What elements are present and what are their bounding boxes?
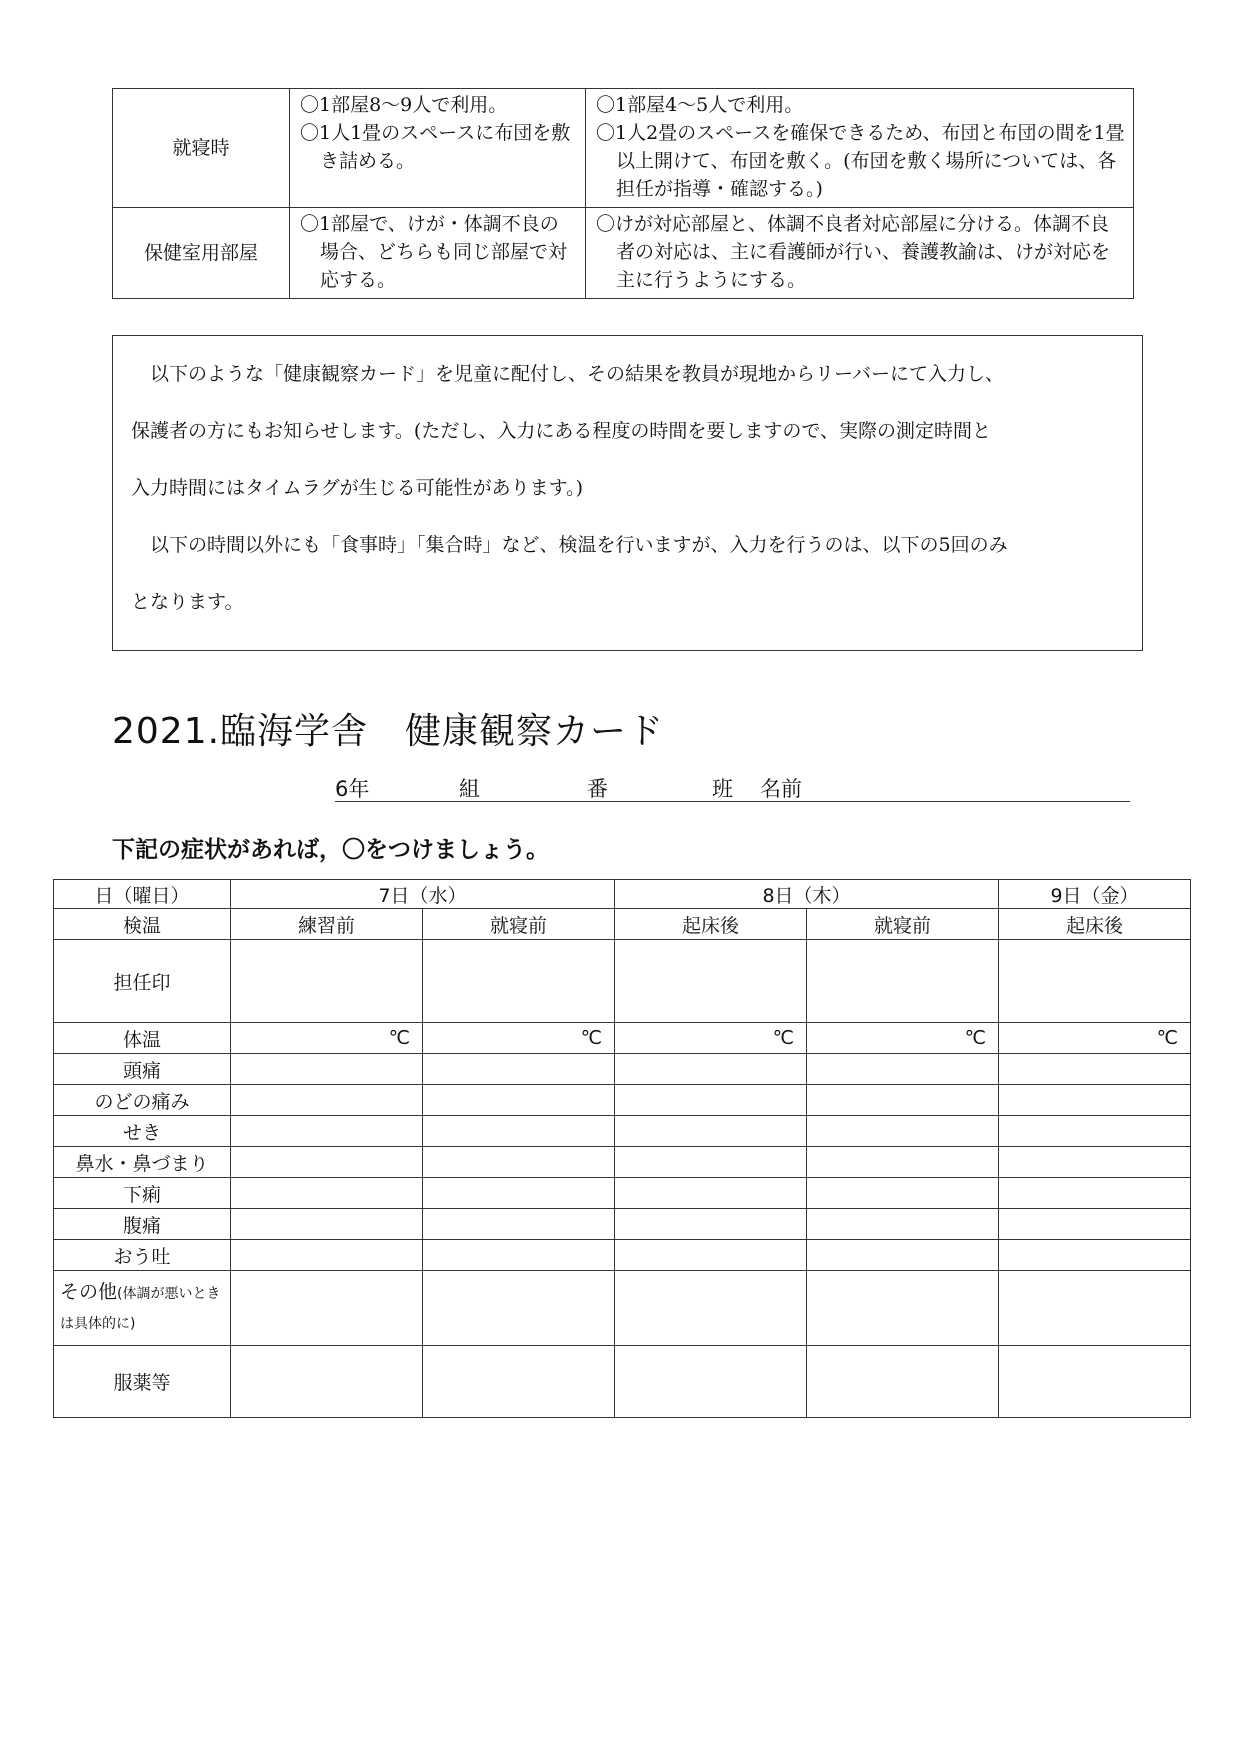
check-cell[interactable] bbox=[807, 1346, 999, 1418]
check-cell[interactable] bbox=[231, 1346, 423, 1418]
bedtime-before-item-1: 〇1部屋8〜9人で利用。 bbox=[300, 94, 508, 116]
teacher-stamp-row bbox=[54, 940, 1191, 1023]
check-cell[interactable] bbox=[423, 1054, 615, 1085]
symptom-label: おう吐 bbox=[54, 1240, 231, 1271]
health-room-after-item-1: 〇けが対応部屋と、体調不良者対応部屋に分ける。体調不良者の対応は、主に看護師が行い、養護教諭は、けが対応を主に行うようにする。 bbox=[596, 213, 1110, 291]
notice-line-5: となります。 bbox=[131, 591, 244, 613]
check-cell[interactable] bbox=[615, 1240, 807, 1271]
check-cell[interactable] bbox=[231, 1240, 423, 1271]
check-cell[interactable] bbox=[999, 1178, 1191, 1209]
number-label: 番 bbox=[587, 777, 608, 801]
temperature-cell[interactable]: ℃ bbox=[615, 1023, 807, 1054]
stamp-cell bbox=[999, 940, 1191, 1023]
symptom-row-vomiting bbox=[54, 1240, 1191, 1271]
health-room-before-item-1: 〇1部屋で、けが・体調不良の場合、どちらも同じ部屋で対応する。 bbox=[300, 213, 567, 291]
row-label-health-room: 保健室用部屋 bbox=[113, 208, 290, 299]
check-time-3: 起床後 bbox=[615, 909, 807, 940]
day-header-row bbox=[54, 880, 1191, 909]
day-header-label: 日（曜日） bbox=[54, 880, 231, 909]
check-cell[interactable] bbox=[615, 1147, 807, 1178]
card-title: 2021.臨海学舎 健康観察カード bbox=[112, 711, 665, 752]
row-label-bedtime: 就寝時 bbox=[113, 89, 290, 208]
temperature-row bbox=[54, 1023, 1191, 1054]
check-cell[interactable] bbox=[807, 1147, 999, 1178]
check-cell[interactable] bbox=[615, 1346, 807, 1418]
check-cell[interactable] bbox=[807, 1054, 999, 1085]
health-room-after-cell bbox=[586, 208, 1134, 299]
symptom-label: せき bbox=[54, 1116, 231, 1147]
bedtime-after-item-1: 〇1部屋4〜5人で利用。 bbox=[596, 94, 804, 116]
medication-row bbox=[54, 1346, 1191, 1418]
check-time-4: 就寝前 bbox=[807, 909, 999, 940]
stamp-cell bbox=[231, 940, 423, 1023]
bedtime-after-cell bbox=[586, 89, 1134, 208]
health-observation-card bbox=[53, 879, 1191, 1418]
symptom-row-headache bbox=[54, 1054, 1191, 1085]
check-cell[interactable] bbox=[423, 1209, 615, 1240]
notice-line-1: 以下のような「健康観察カード」を児童に配付し、その結果を教員が現地からリーバーにて入力し、 bbox=[150, 363, 1005, 385]
check-cell[interactable] bbox=[423, 1271, 615, 1346]
check-cell[interactable] bbox=[231, 1271, 423, 1346]
stamp-cell bbox=[423, 940, 615, 1023]
check-header-label: 検温 bbox=[54, 909, 231, 940]
check-cell[interactable] bbox=[231, 1054, 423, 1085]
day-header-9: 9日（金） bbox=[999, 880, 1191, 909]
temperature-cell[interactable]: ℃ bbox=[231, 1023, 423, 1054]
instruction-text: 下記の症状があれば，〇をつけましょう。 bbox=[112, 837, 549, 863]
check-cell[interactable] bbox=[807, 1209, 999, 1240]
other-label bbox=[54, 1271, 231, 1346]
notice-line-2: 保護者の方にもお知らせします。(ただし、入力にある程度の時間を要しますので、実際の測定時間と bbox=[131, 420, 991, 442]
check-cell[interactable] bbox=[615, 1271, 807, 1346]
symptom-label: 下痢 bbox=[54, 1178, 231, 1209]
check-cell[interactable] bbox=[423, 1085, 615, 1116]
symptom-row-diarrhea bbox=[54, 1178, 1191, 1209]
temperature-cell[interactable]: ℃ bbox=[807, 1023, 999, 1054]
bedtime-after-item-2: 〇1人2畳のスペースを確保できるため、布団と布団の間を1畳以上開けて、布団を敷く。(布団を敷く場所については、各担任が指導・確認する。) bbox=[596, 122, 1125, 200]
temperature-cell[interactable]: ℃ bbox=[999, 1023, 1191, 1054]
symptom-label: のどの痛み bbox=[54, 1085, 231, 1116]
group-label: 班 bbox=[712, 777, 733, 801]
check-cell[interactable] bbox=[615, 1054, 807, 1085]
check-time-5: 起床後 bbox=[999, 909, 1191, 940]
check-cell[interactable] bbox=[999, 1116, 1191, 1147]
check-cell[interactable] bbox=[999, 1240, 1191, 1271]
check-cell[interactable] bbox=[231, 1116, 423, 1147]
check-cell[interactable] bbox=[807, 1085, 999, 1116]
check-cell[interactable] bbox=[231, 1178, 423, 1209]
symptom-row-sore-throat bbox=[54, 1085, 1191, 1116]
teacher-stamp-label: 担任印 bbox=[54, 940, 231, 1023]
other-note: (体調が悪いときは具体的に) bbox=[60, 1286, 221, 1332]
bedtime-before-cell bbox=[290, 89, 586, 208]
check-time-2: 就寝前 bbox=[423, 909, 615, 940]
check-cell[interactable] bbox=[231, 1209, 423, 1240]
student-name-line bbox=[335, 771, 1130, 802]
day-header-7: 7日（水） bbox=[231, 880, 615, 909]
check-cell[interactable] bbox=[807, 1240, 999, 1271]
check-cell[interactable] bbox=[615, 1085, 807, 1116]
check-cell[interactable] bbox=[615, 1178, 807, 1209]
other-main-label: その他 bbox=[60, 1281, 118, 1303]
temperature-cell[interactable]: ℃ bbox=[423, 1023, 615, 1054]
check-cell[interactable] bbox=[999, 1054, 1191, 1085]
check-cell[interactable] bbox=[999, 1209, 1191, 1240]
bedtime-before-item-2: 〇1人1畳のスペースに布団を敷き詰める。 bbox=[300, 122, 571, 172]
check-cell[interactable] bbox=[807, 1271, 999, 1346]
check-cell[interactable] bbox=[615, 1209, 807, 1240]
medication-label: 服薬等 bbox=[54, 1346, 231, 1418]
other-row bbox=[54, 1271, 1191, 1346]
accommodation-comparison-table bbox=[112, 88, 1134, 299]
check-cell[interactable] bbox=[999, 1271, 1191, 1346]
check-cell[interactable] bbox=[999, 1147, 1191, 1178]
notice-line-4: 以下の時間以外にも「食事時」「集合時」など、検温を行いますが、入力を行うのは、以下の5回のみ bbox=[150, 534, 1008, 556]
notice-line-3: 入力時間にはタイムラグが生じる可能性があります。) bbox=[131, 477, 584, 499]
table-row-bedtime bbox=[113, 89, 1134, 208]
symptom-label: 鼻水・鼻づまり bbox=[54, 1147, 231, 1178]
check-cell[interactable] bbox=[423, 1178, 615, 1209]
grade-label: 6年 bbox=[335, 777, 370, 801]
symptom-row-stomachache bbox=[54, 1209, 1191, 1240]
check-cell[interactable] bbox=[807, 1178, 999, 1209]
temperature-label: 体温 bbox=[54, 1023, 231, 1054]
check-cell[interactable] bbox=[231, 1085, 423, 1116]
notice-box bbox=[112, 335, 1143, 651]
symptom-label: 腹痛 bbox=[54, 1209, 231, 1240]
check-cell[interactable] bbox=[423, 1240, 615, 1271]
check-cell[interactable] bbox=[999, 1085, 1191, 1116]
check-header-row bbox=[54, 909, 1191, 940]
check-time-1: 練習前 bbox=[231, 909, 423, 940]
check-cell[interactable] bbox=[615, 1116, 807, 1147]
check-cell[interactable] bbox=[423, 1346, 615, 1418]
health-room-before-cell bbox=[290, 208, 586, 299]
check-cell[interactable] bbox=[423, 1116, 615, 1147]
stamp-cell bbox=[615, 940, 807, 1023]
stamp-cell bbox=[807, 940, 999, 1023]
check-cell[interactable] bbox=[999, 1346, 1191, 1418]
symptom-row-runny-nose bbox=[54, 1147, 1191, 1178]
day-header-8: 8日（木） bbox=[615, 880, 999, 909]
class-label: 組 bbox=[459, 777, 480, 801]
check-cell[interactable] bbox=[423, 1147, 615, 1178]
check-cell[interactable] bbox=[807, 1116, 999, 1147]
symptom-label: 頭痛 bbox=[54, 1054, 231, 1085]
symptom-row-cough bbox=[54, 1116, 1191, 1147]
check-cell[interactable] bbox=[231, 1147, 423, 1178]
name-label: 名前 bbox=[760, 777, 802, 801]
table-row-health-room bbox=[113, 208, 1134, 299]
